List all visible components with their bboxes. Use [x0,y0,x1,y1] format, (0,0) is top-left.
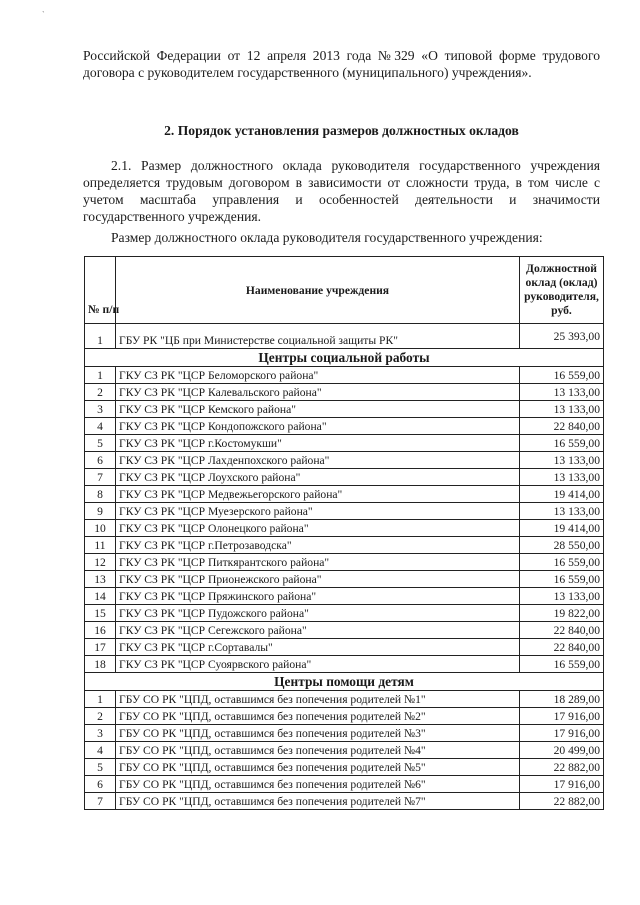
row-salary: 19 414,00 [520,520,604,537]
row-num: 3 [85,725,116,742]
row-name: ГБУ СО РК "ЦПД, оставшимся без попечения родителей №5" [116,759,520,776]
row-salary: 25 393,00 [520,324,604,349]
row-salary: 16 559,00 [520,367,604,384]
row-salary: 13 133,00 [520,503,604,520]
row-name: ГКУ СЗ РК "ЦСР Прионежского района" [116,571,520,588]
row-num: 10 [85,520,116,537]
row-num: 3 [85,401,116,418]
row-name: ГКУ СЗ РК "ЦСР Кемского района" [116,401,520,418]
row-name: ГКУ СЗ РК "ЦСР г.Сортавалы" [116,639,520,656]
row-num: 1 [85,691,116,708]
table-row [85,776,604,793]
row-name: ГКУ СЗ РК "ЦСР Муезерского района" [116,503,520,520]
table-row [85,742,604,759]
row-num: 4 [85,418,116,435]
section-title: Центры социальной работы [85,349,604,367]
row-name: ГКУ СЗ РК "ЦСР Пудожского района" [116,605,520,622]
row-salary: 13 133,00 [520,469,604,486]
table-row [85,656,604,673]
row-name: ГКУ СЗ РК "ЦСР Пряжинского района" [116,588,520,605]
table-row [85,793,604,810]
row-name: ГБУ СО РК "ЦПД, оставшимся без попечения родителей №2" [116,708,520,725]
section-title: Центры помощи детям [85,673,604,691]
table-row [85,435,604,452]
table-row [85,486,604,503]
row-num: 17 [85,639,116,656]
row-salary: 17 916,00 [520,776,604,793]
row-salary: 22 840,00 [520,639,604,656]
table-row [85,605,604,622]
row-salary: 16 559,00 [520,571,604,588]
row-num: 9 [85,503,116,520]
row-name: ГКУ СЗ РК "ЦСР Сегежского района" [116,622,520,639]
row-name: ГБУ РК "ЦБ при Министерстве социальной защиты РК" [116,324,520,349]
row-num: 5 [85,435,116,452]
row-name: ГБУ СО РК "ЦПД, оставшимся без попечения родителей №4" [116,742,520,759]
table-row [85,503,604,520]
row-name: ГБУ СО РК "ЦПД, оставшимся без попечения родителей №1" [116,691,520,708]
scan-mark: ` [42,10,45,19]
section-heading: 2. Порядок установления размеров должностных окладов [164,123,519,138]
row-num: 15 [85,605,116,622]
table-row [85,401,604,418]
row-name: ГБУ СО РК "ЦПД, оставшимся без попечения родителей №3" [116,725,520,742]
table-row-top [85,324,604,349]
row-salary: 20 499,00 [520,742,604,759]
row-salary: 17 916,00 [520,708,604,725]
table-row [85,725,604,742]
salary-table [84,256,604,810]
row-num: 18 [85,656,116,673]
row-num: 8 [85,486,116,503]
paragraph-2-1: 2.1. Размер должностного оклада руководителя государственного учреждения определяется трудовым договором в зависимости от сложности труда, в том числе с учетом масштаба управления и особенностей деятельности и значимости государственного учреждения. [83,158,600,224]
salary-intro-paragraph: Размер должностного оклада руководителя государственного учреждения: [111,230,543,245]
table-row [85,384,604,401]
row-salary: 18 289,00 [520,691,604,708]
row-salary: 16 559,00 [520,554,604,571]
row-num: 2 [85,708,116,725]
header-name: Наименование учреждения [116,257,520,324]
row-num: 6 [85,452,116,469]
row-salary: 22 840,00 [520,418,604,435]
row-name: ГКУ СЗ РК "ЦСР г.Костомукши" [116,435,520,452]
row-name: ГКУ СЗ РК "ЦСР Олонецкого района" [116,520,520,537]
row-num: 5 [85,759,116,776]
row-salary: 22 882,00 [520,793,604,810]
row-name: ГКУ СЗ РК "ЦСР Лоухского района" [116,469,520,486]
row-num: 1 [85,367,116,384]
table-row [85,759,604,776]
row-salary: 16 559,00 [520,435,604,452]
row-num: 14 [85,588,116,605]
row-num: 2 [85,384,116,401]
intro-paragraph: Российской Федерации от 12 апреля 2013 года №329 «О типовой форме трудового договора с руководителем государственного (муниципального) учреждения». [83,48,600,80]
row-salary: 13 133,00 [520,401,604,418]
table-row [85,554,604,571]
table-row [85,520,604,537]
row-salary: 13 133,00 [520,588,604,605]
table-row [85,452,604,469]
table-row [85,708,604,725]
row-name: ГКУ СЗ РК "ЦСР Калевальского района" [116,384,520,401]
table-row [85,469,604,486]
row-salary: 22 882,00 [520,759,604,776]
table-row [85,367,604,384]
row-name: ГБУ СО РК "ЦПД, оставшимся без попечения родителей №6" [116,776,520,793]
row-salary: 22 840,00 [520,622,604,639]
table-row [85,418,604,435]
row-num: 7 [85,793,116,810]
header-salary: Должностной оклад (оклад) руководителя, руб. [520,257,604,324]
row-name: ГКУ СЗ РК "ЦСР Питкярантского района" [116,554,520,571]
table-row [85,571,604,588]
row-num: 6 [85,776,116,793]
row-salary: 28 550,00 [520,537,604,554]
row-name: ГКУ СЗ РК "ЦСР г.Петрозаводска" [116,537,520,554]
table-row [85,588,604,605]
row-num: 4 [85,742,116,759]
row-name: ГКУ СЗ РК "ЦСР Кондопожского района" [116,418,520,435]
row-num: 7 [85,469,116,486]
row-name: ГКУ СЗ РК "ЦСР Медвежьегорского района" [116,486,520,503]
row-num: 12 [85,554,116,571]
table-row [85,639,604,656]
row-salary: 13 133,00 [520,384,604,401]
section-row-section-2 [85,673,604,691]
table-body [85,324,604,810]
row-salary: 17 916,00 [520,725,604,742]
row-name: ГКУ СЗ РК "ЦСР Беломорского района" [116,367,520,384]
row-name: ГБУ СО РК "ЦПД, оставшимся без попечения родителей №7" [116,793,520,810]
row-num: 11 [85,537,116,554]
row-salary: 16 559,00 [520,656,604,673]
row-num: 13 [85,571,116,588]
section-row-section-1 [85,349,604,367]
row-salary: 19 414,00 [520,486,604,503]
table-row [85,537,604,554]
row-num: 1 [85,324,116,349]
table-header-row [85,257,604,324]
table-row [85,622,604,639]
row-salary: 13 133,00 [520,452,604,469]
row-name: ГКУ СЗ РК "ЦСР Лахденпохского района" [116,452,520,469]
table-row [85,691,604,708]
row-num: 16 [85,622,116,639]
row-salary: 19 822,00 [520,605,604,622]
row-name: ГКУ СЗ РК "ЦСР Суоярвского района" [116,656,520,673]
header-num: № п/п [85,257,116,324]
